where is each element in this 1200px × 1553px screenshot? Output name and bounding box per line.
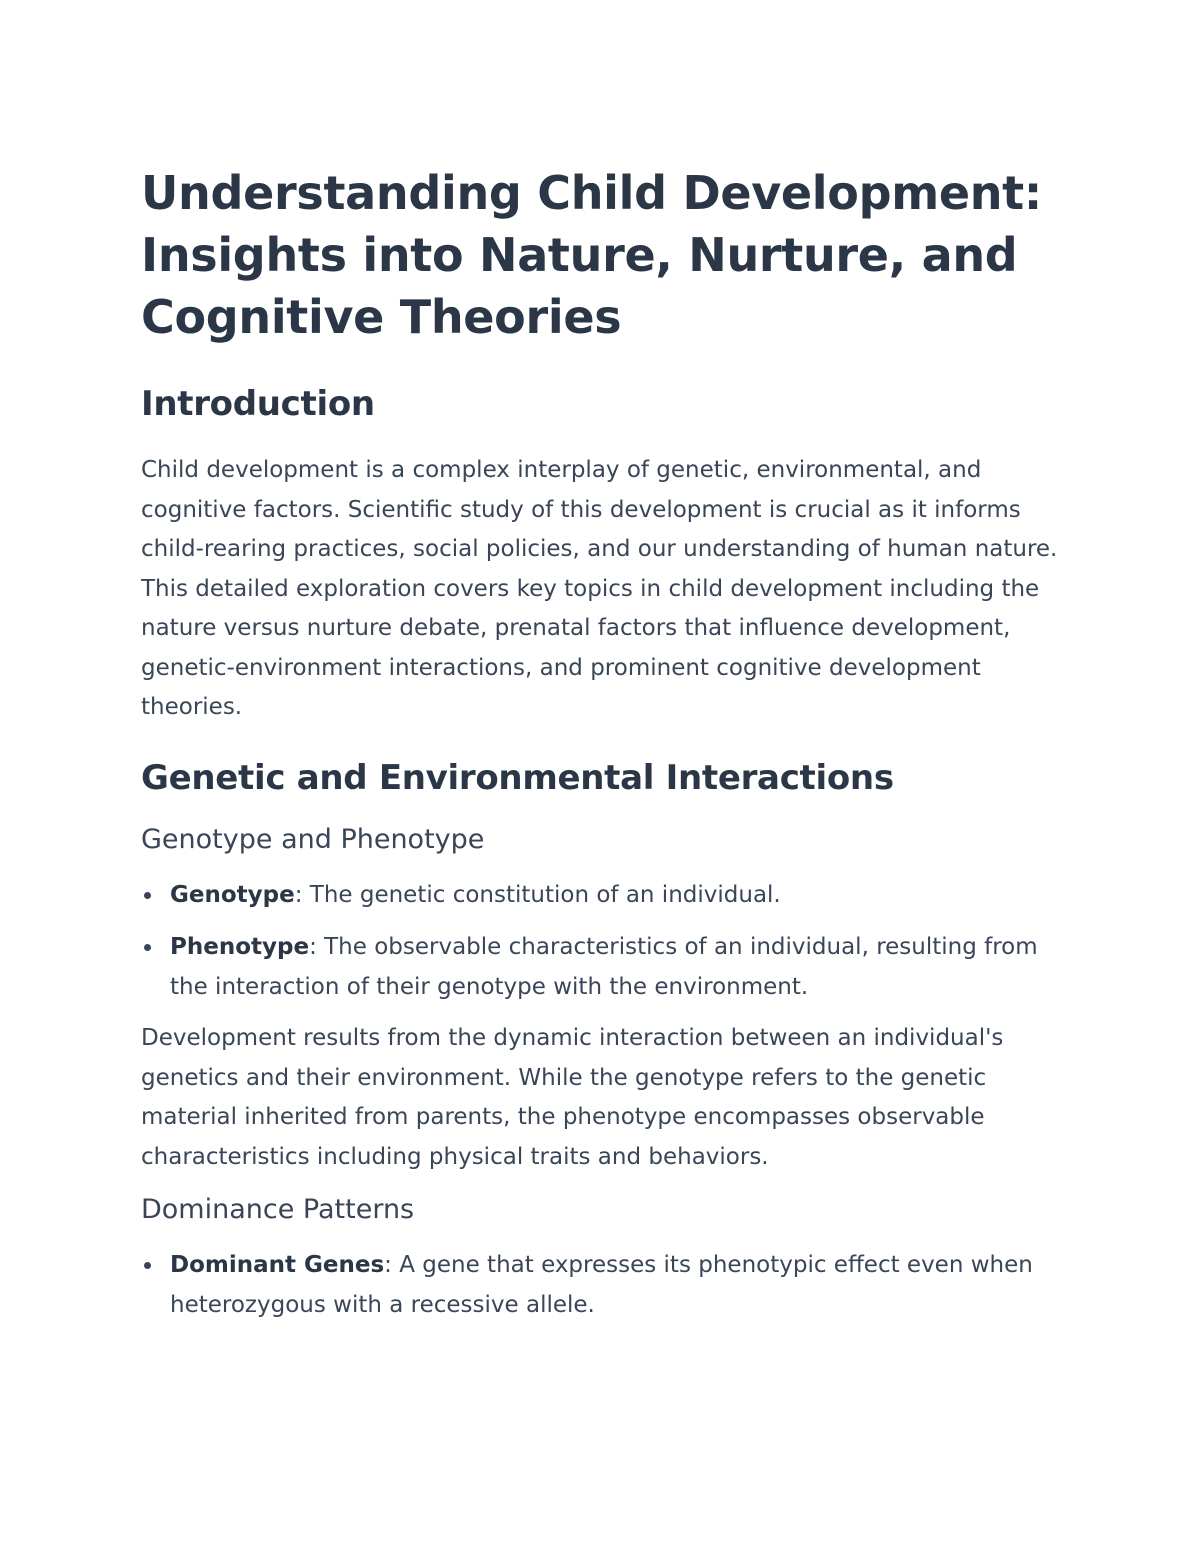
document-title: Understanding Child Development: Insights into Nature, Nurture, and Cognitive Theories: [141, 166, 1042, 344]
subsection-heading-genotype-phenotype: Genotype and Phenotype: [141, 823, 485, 855]
list-item-definition: : A gene that expresses its phenotypic effect even when heterozygous with a recessive allele.: [170, 1252, 1033, 1318]
list-item-definition: : The genetic constitution of an individual.: [294, 881, 781, 908]
list-item: [141, 876, 1060, 916]
dominance-list: [141, 1246, 1060, 1325]
genotype-phenotype-list: [141, 876, 1060, 1008]
list-item-term: Dominant Genes: [170, 1252, 385, 1278]
introduction-paragraph: Child development is a complex interplay of genetic, environmental, and cognitive factors. Scientific study of this development is crucial as it informs child-rearing practices, social policies, and our understanding of human nature. This detailed exploration covers key topics in child development including the nature versus nurture debate, prenatal factors that influence development, genetic-environment interactions, and prominent cognitive development theories.: [141, 457, 1058, 720]
list-item-term: Phenotype: [170, 934, 310, 960]
list-item-term: Genotype: [170, 881, 295, 908]
section-heading-introduction: Introduction: [141, 384, 375, 424]
list-item: [141, 928, 1060, 1007]
subsection-heading-dominance-patterns: Dominance Patterns: [141, 1194, 415, 1225]
list-item-definition: : The observable characteristics of an individual, resulting from the interaction of their genotype with the environment.: [170, 934, 1038, 1000]
list-item: [141, 1246, 1060, 1325]
genotype-phenotype-paragraph: Development results from the dynamic interaction between an individual's genetics and their environment. While the genotype refers to the genetic material inherited from parents, the phenotype encompasses observable characteristics including physical traits and behaviors.: [141, 1025, 1004, 1170]
section-heading-genetic-environmental: Genetic and Environmental Interactions: [141, 757, 894, 798]
